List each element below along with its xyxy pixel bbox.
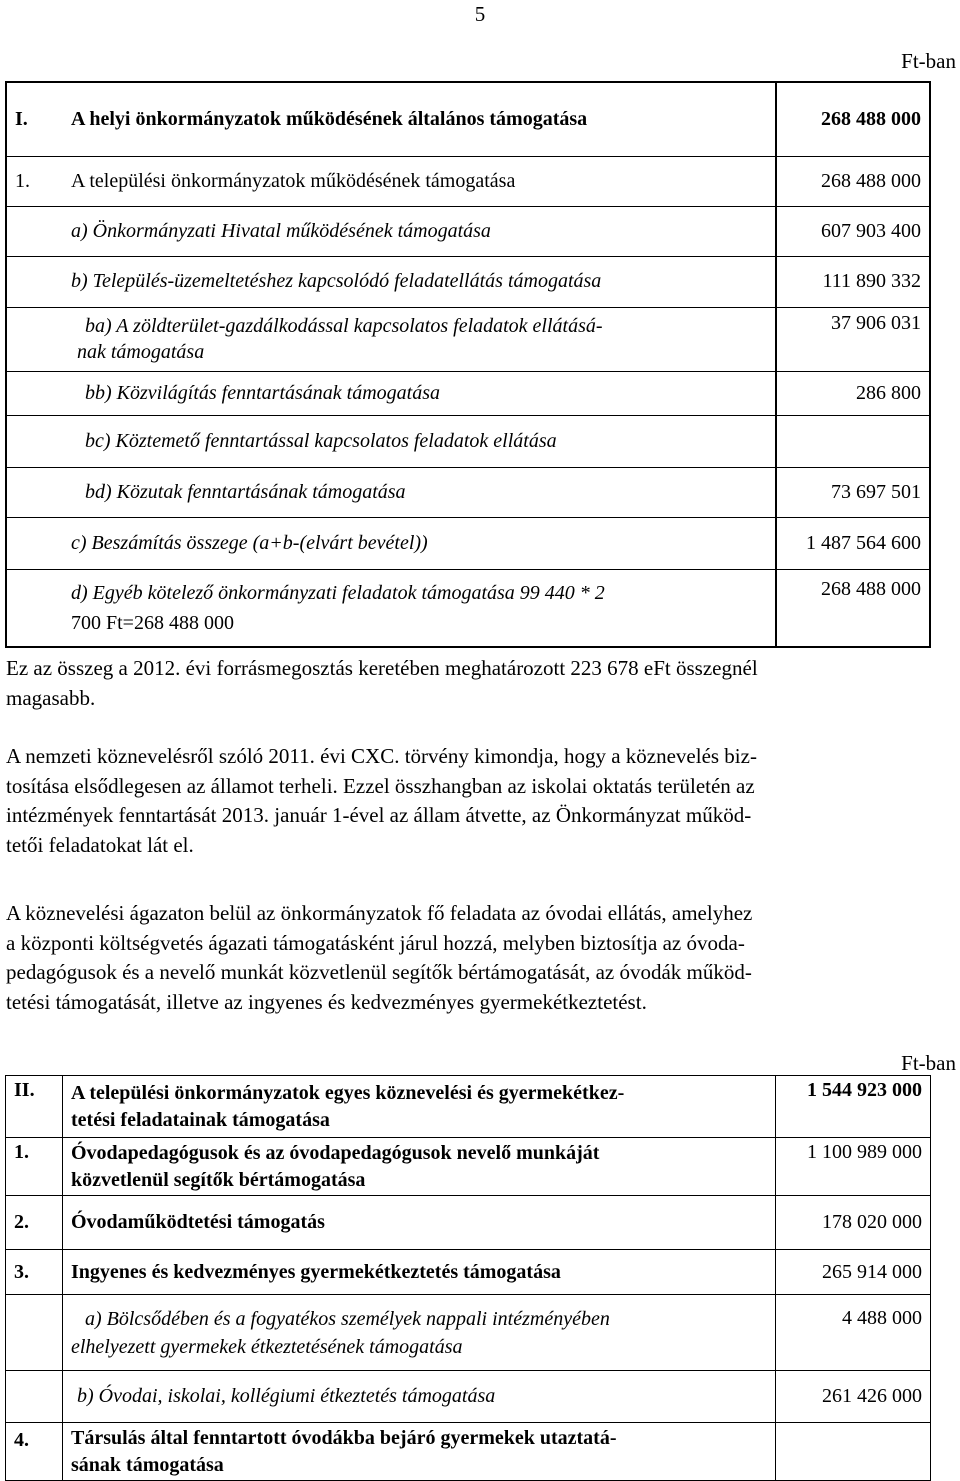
row-number: 1.	[6, 156, 63, 206]
row-amount: 261 426 000	[776, 1371, 931, 1423]
table-row	[6, 1076, 931, 1138]
row-amount: 73 697 501	[776, 467, 930, 517]
row-number: 2.	[6, 1196, 63, 1250]
row-amount: 37 906 031	[776, 307, 930, 371]
paragraph-1: Ez az összeg a 2012. évi forrásmegosztás keretében meghatározott 223 678 eFt összegnél magasabb.	[6, 656, 758, 710]
row-number	[6, 1371, 63, 1423]
table-row	[6, 1371, 931, 1423]
row-amount: 268 488 000	[776, 156, 930, 206]
table-row	[6, 1196, 931, 1250]
support-table-2	[5, 1075, 931, 1481]
row-number: 3.	[6, 1250, 63, 1295]
row-amount: 178 020 000	[776, 1196, 931, 1250]
row-text: a) Önkormányzati Hivatal működésének támogatása	[63, 206, 776, 256]
row-number: II.	[6, 1076, 63, 1138]
row-amount: 607 903 400	[776, 206, 930, 256]
table-row	[6, 256, 930, 307]
row-amount: 4 488 000	[776, 1295, 931, 1371]
table-row	[6, 517, 930, 569]
unit-label: Ft-ban	[901, 49, 956, 73]
paragraph-3: A köznevelési ágazaton belül az önkormányzatok fő feladata az óvodai ellátás, amelyhez a központi költségvetés ágazati támogatásként járul hozzá, melyben biztosítja az óvoda- pedagógusok és a nevelő munkát közvetlenül segítők bértámogatását, az óvodák működ- tetési támogatását, illetve az ingyenes és kedvezményes gyermekétkeztetést.	[6, 901, 753, 1014]
page-number: 5	[474, 2, 486, 26]
row-text: b) Óvodai, iskolai, kollégiumi étkeztetés támogatása	[63, 1371, 776, 1423]
table-row	[6, 415, 930, 467]
table-row	[6, 1423, 931, 1481]
table-row	[6, 82, 930, 156]
row-text: bc) Köztemető fenntartással kapcsolatos feladatok ellátása	[63, 415, 776, 467]
row-number: I.	[6, 82, 63, 156]
row-text: bd) Közutak fenntartásának támogatása	[63, 467, 776, 517]
row-amount: 1 487 564 600	[776, 517, 930, 569]
row-text: A települési önkormányzatok egyes köznevelési és gyermekétkez- tetési feladatainak támogatása	[63, 1076, 776, 1138]
row-text: A helyi önkormányzatok működésének általános támogatása	[63, 82, 776, 156]
row-amount	[776, 415, 930, 467]
support-table-1	[5, 81, 931, 648]
row-text: bb) Közvilágítás fenntartásának támogatása	[63, 371, 776, 415]
row-text: A települési önkormányzatok működésének támogatása	[63, 156, 776, 206]
row-text: b) Település-üzemeltetéshez kapcsolódó feladatellátás támogatása	[63, 256, 776, 307]
row-number	[6, 1295, 63, 1371]
row-amount: 111 890 332	[776, 256, 930, 307]
row-text: a) Bölcsődében és a fogyatékos személyek nappali intézményében elhelyezett gyermekek étkeztetésének támogatása	[63, 1295, 776, 1371]
row-text: ba) A zöldterület-gazdálkodással kapcsolatos feladatok ellátásá- nak támogatása	[63, 307, 776, 371]
row-amount: 265 914 000	[776, 1250, 931, 1295]
table-row	[6, 569, 930, 647]
table-row	[6, 156, 930, 206]
row-text: d) Egyéb kötelező önkormányzati feladatok támogatása 99 440 * 2 700 Ft=268 488 000	[63, 569, 776, 647]
row-amount: 268 488 000	[776, 82, 930, 156]
row-number: 4.	[6, 1423, 63, 1481]
row-number: 1.	[6, 1138, 63, 1196]
unit-label-2: Ft-ban	[901, 1051, 956, 1075]
table-row	[6, 467, 930, 517]
paragraph-2: A nemzeti köznevelésről szóló 2011. évi CXC. törvény kimondja, hogy a köznevelés biz- tosítása elsődlegesen az államot terheli. Ezzel összhangban az iskolai oktatás területén az intézmények fenntartását 2013. január 1-ével az állam átvette, az Önkormányzat működ- tetői feladatokat lát el.	[6, 744, 757, 857]
table-row	[6, 307, 930, 371]
table-row	[6, 1295, 931, 1371]
row-amount: 1 544 923 000	[776, 1076, 931, 1138]
row-text: Ingyenes és kedvezményes gyermekétkeztetés támogatása	[63, 1250, 776, 1295]
table-row	[6, 1250, 931, 1295]
row-text: Társulás által fenntartott óvodákba bejáró gyermekek utaztatá- sának támogatása	[63, 1423, 776, 1481]
row-amount: 1 100 989 000	[776, 1138, 931, 1196]
row-amount	[776, 1423, 931, 1481]
row-amount: 286 800	[776, 371, 930, 415]
row-text: Óvodapedagógusok és az óvodapedagógusok nevelő munkáját közvetlenül segítők bértámogatása	[63, 1138, 776, 1196]
row-text: Óvodaműködtetési támogatás	[63, 1196, 776, 1250]
row-text: c) Beszámítás összege (a+b-(elvárt bevétel))	[63, 517, 776, 569]
table-row	[6, 206, 930, 256]
table-row	[6, 1138, 931, 1196]
row-amount: 268 488 000	[776, 569, 930, 647]
table-row	[6, 371, 930, 415]
